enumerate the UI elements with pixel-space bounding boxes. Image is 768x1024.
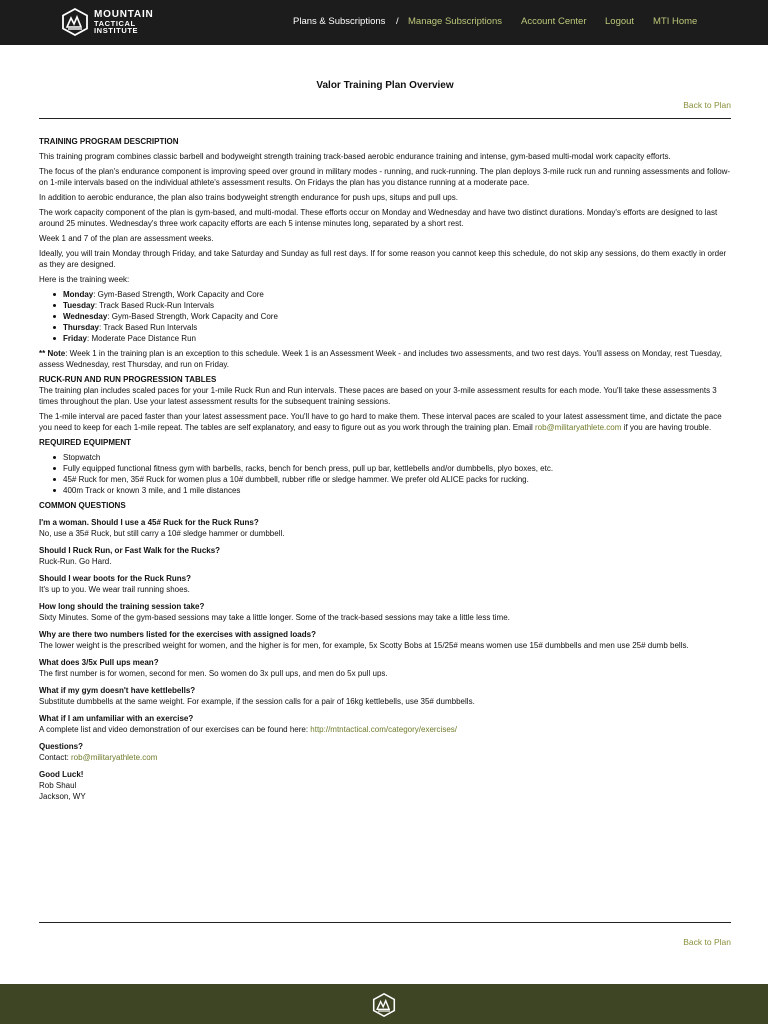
faq-item — [39, 573, 731, 595]
footer — [0, 984, 768, 1024]
faq-question: Why are there two numbers listed for the exercises with assigned loads? — [39, 630, 316, 639]
faq-answer: It's up to you. We wear trail running shoes. — [39, 585, 190, 594]
paragraph: Here is the training week: — [39, 275, 130, 284]
faq-item — [39, 685, 731, 707]
equipment-list — [51, 452, 731, 496]
back-to-plan-link-top[interactable]: Back to Plan — [683, 100, 731, 110]
progression-text-end: if you are having trouble. — [621, 423, 712, 432]
faq-item — [39, 545, 731, 567]
faq-answer: Sixty Minutes. Some of the gym-based sessions may take a little longer. Some of the track-based sessions may take a little less time. — [39, 613, 510, 622]
paragraph: The focus of the plan's endurance component is improving speed over ground in military modes - running, and ruck-running. The plan deploys 3-mile ruck run and running assessments and follow-on 1-mile intervals based on the individual athlete's assessment results. On Fridays the plan has you distance running at a moderate pace. — [39, 167, 731, 187]
faq-question: What if my gym doesn't have kettlebells? — [39, 686, 196, 695]
nav-account-center[interactable]: Account Center — [521, 16, 587, 27]
note-paragraph — [39, 348, 731, 370]
list-item — [51, 333, 731, 344]
training-week-list — [51, 289, 731, 344]
faq-item — [39, 713, 731, 735]
divider-top — [39, 118, 731, 119]
faq-question: I'm a woman. Should I use a 45# Ruck for the Ruck Runs? — [39, 518, 259, 527]
faq-answer: The lower weight is the prescribed weight for women, and the higher is for men, for example, 5x Scotty Bobs at 15/25# means women use 15# dumbbells and men use 25# dumb bells. — [39, 641, 689, 650]
mti-logo-icon[interactable] — [372, 993, 396, 1017]
faq-question: Should I Ruck Run, or Fast Walk for the Rucks? — [39, 546, 221, 555]
overview-body — [39, 136, 731, 802]
divider-bottom — [39, 922, 731, 923]
contact-question: Questions? — [39, 742, 84, 751]
author-name: Rob Shaul — [39, 781, 77, 790]
section-heading-description: TRAINING PROGRAM DESCRIPTION — [39, 137, 179, 146]
day-label: Monday — [63, 290, 94, 299]
day-desc: : Gym-Based Strength, Work Capacity and Core — [93, 290, 264, 299]
logo-line-2: TACTICAL — [94, 18, 136, 28]
section-heading-questions: COMMON QUESTIONS — [39, 501, 126, 510]
logo-wordmark — [94, 10, 154, 35]
signoff: Good Luck! — [39, 770, 84, 779]
list-item: 400m Track or known 3 mile, and 1 mile distances — [51, 485, 731, 496]
main-content — [39, 80, 731, 947]
faq-question: How long should the training session take? — [39, 602, 205, 611]
nav-separator: / — [396, 16, 399, 27]
nav-plans-subscriptions[interactable]: Plans & Subscriptions — [293, 16, 386, 27]
nav-mti-home[interactable]: MTI Home — [653, 16, 698, 27]
day-desc: : Moderate Pace Distance Run — [87, 334, 196, 343]
page-title: Valor Training Plan Overview — [316, 80, 454, 91]
contact-label: Contact: — [39, 753, 72, 762]
list-item: Fully equipped functional fitness gym with barbells, racks, bench for bench press, pull up bar, kettlebells and/or dumbbells, plyo boxes, etc. — [51, 463, 731, 474]
faq-item — [39, 629, 731, 651]
note-text: : Week 1 in the training plan is an exception to this schedule. Week 1 is an Assessment Week - and includes two assessments, and two rest days. You'll assess on Monday, rest Tuesday, assess Wednesday, rest Thursday, and run on Friday. — [39, 349, 722, 369]
paragraph: This training program combines classic barbell and bodyweight strength training track-based aerobic endurance training and intense, gym-based multi-modal work capacity efforts. — [39, 152, 671, 161]
mti-logo-icon — [62, 8, 88, 36]
mti-logo[interactable] — [62, 8, 154, 36]
list-item: 45# Ruck for men, 35# Ruck for women plus a 10# dumbbell, rubber rifle or sledge hammer. We prefer old ALICE packs for rucking. — [51, 474, 731, 485]
nav-manage-subscriptions[interactable]: Manage Subscriptions — [408, 16, 502, 27]
progression-text: The 1-mile interval are paced faster than your latest assessment pace. You'll have to go hard to make them. These interval paces are scaled to your latest assessment time, and dictate the pace you need to keep for each 1-mile repeat. The tables are self explanatory, and easy to figure out as you work through the training plan. Email — [39, 412, 722, 432]
paragraph: The work capacity component of the plan is gym-based, and multi-modal. These efforts occur on Monday and Wednesday and have two distinct durations. Monday's efforts are designed to last around 25 minutes. Wednesday's three work capacity efforts are each 5 intense minutes long, separated by a short rest. — [39, 208, 718, 228]
section-heading-equipment: REQUIRED EQUIPMENT — [39, 438, 132, 447]
faq-question: Should I wear boots for the Ruck Runs? — [39, 574, 192, 583]
day-desc: : Track Based Run Intervals — [99, 323, 198, 332]
back-to-plan-link-bottom[interactable]: Back to Plan — [683, 937, 731, 947]
faq-question: What if I am unfamiliar with an exercise? — [39, 714, 194, 723]
list-item — [51, 289, 731, 300]
paragraph: Week 1 and 7 of the plan are assessment weeks. — [39, 234, 214, 243]
faq-answer — [39, 724, 731, 735]
nav-logout[interactable]: Logout — [605, 16, 635, 27]
faq-answer: Substitute dumbbells at the same weight. For example, if the session calls for a pair of 16kg kettlebells, use 35# dumbbells. — [39, 697, 475, 706]
exercises-link[interactable]: http://mtntactical.com/category/exercises/ — [310, 725, 458, 734]
faq-item — [39, 601, 731, 623]
faq-item — [39, 517, 731, 539]
signoff-block — [39, 769, 731, 802]
day-desc: : Gym-Based Strength, Work Capacity and Core — [107, 312, 278, 321]
contact-block — [39, 741, 731, 763]
contact-line — [39, 752, 731, 763]
paragraph — [39, 411, 731, 433]
faq-question: What does 3/5x Pull ups mean? — [39, 658, 159, 667]
day-label: Wednesday — [63, 312, 108, 321]
logo-line-1: MOUNTAIN — [94, 8, 154, 20]
list-item — [51, 300, 731, 311]
author-location: Jackson, WY — [39, 792, 86, 801]
contact-email-link[interactable]: rob@militaryathlete.com — [71, 753, 158, 762]
faq-answer-text: A complete list and video demonstration of our exercises can be found here: — [39, 725, 311, 734]
day-desc: : Track Based Ruck-Run Intervals — [94, 301, 215, 310]
top-navigation-bar — [0, 0, 768, 45]
day-label: Tuesday — [63, 301, 95, 310]
day-label: Thursday — [63, 323, 100, 332]
list-item: Stopwatch — [51, 452, 731, 463]
day-label: Friday — [63, 334, 88, 343]
faq-answer: The first number is for women, second for men. So women do 3x pull ups, and men do 5x pull ups. — [39, 669, 388, 678]
list-item — [51, 322, 731, 333]
faq-item — [39, 657, 731, 679]
faq-answer: No, use a 35# Ruck, but still carry a 10# sledge hammer or dumbbell. — [39, 529, 285, 538]
email-link[interactable]: rob@militaryathlete.com — [535, 423, 622, 432]
paragraph: The training plan includes scaled paces for your 1-mile Ruck Run and Run intervals. These paces are based on your 3-mile assessment results for each mode. You'll take these assessments 3 times throughout the plan. Use your latest assessment results for the subsequent training sessions. — [39, 386, 717, 406]
paragraph: In addition to aerobic endurance, the plan also trains bodyweight strength endurance for push ups, situps and pull ups. — [39, 193, 458, 202]
logo-line-3: INSTITUTE — [94, 26, 139, 35]
section-heading-progression: RUCK-RUN AND RUN PROGRESSION TABLES — [39, 375, 217, 384]
paragraph: Ideally, you will train Monday through Friday, and take Saturday and Sunday as full rest days. If for some reason you cannot keep this schedule, do not skip any sessions, do them exactly in order as they are designed. — [39, 249, 727, 269]
faq-answer: Ruck-Run. Go Hard. — [39, 557, 112, 566]
list-item — [51, 311, 731, 322]
note-label: ** Note — [39, 349, 66, 358]
